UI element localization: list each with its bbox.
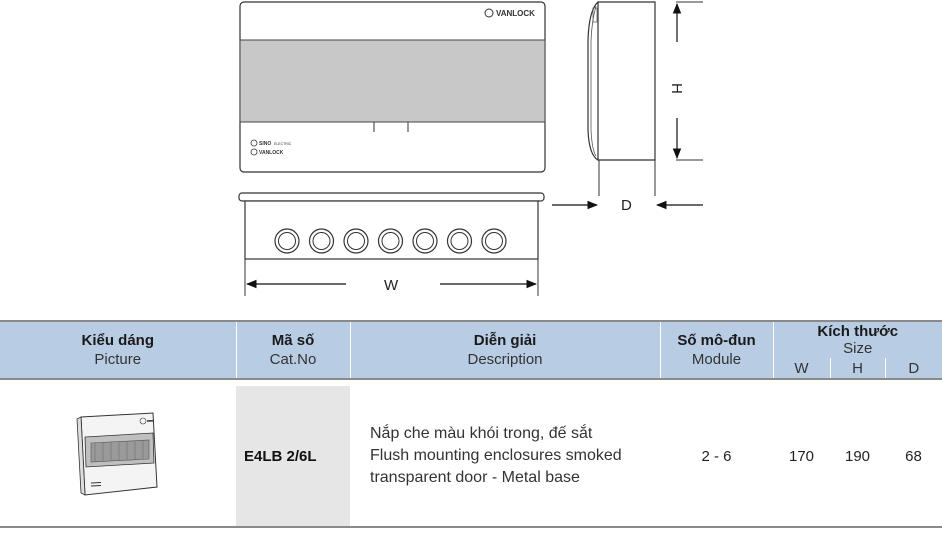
header-description [350, 321, 660, 379]
header-size-vi: Kích thước [817, 323, 899, 340]
header-h: H [830, 358, 885, 379]
header-desc-vi: Diễn giải [473, 332, 537, 349]
size-d-cell: 68 [885, 386, 942, 527]
desc-en-line1: Flush mounting enclosures smoked [370, 447, 622, 464]
sino-logo: SINO [259, 141, 272, 147]
header-module-en: Module [691, 351, 742, 368]
size-w-cell: 170 [773, 386, 830, 527]
product-picture [0, 386, 236, 527]
front-view [240, 2, 545, 172]
enclosure-thumbnail [73, 409, 163, 499]
header-catno [236, 321, 350, 379]
header-module-vi: Số mô-đun [677, 332, 756, 349]
header-w: W [773, 358, 830, 379]
table-gap [0, 379, 942, 386]
dim-d-label: D [621, 197, 632, 214]
header-desc-en: Description [467, 351, 543, 368]
size-h-cell: 190 [830, 386, 885, 527]
depth-dimension [552, 197, 703, 214]
header-catno-vi: Mã số [271, 332, 315, 349]
sino-logo-suffix: ELECTRIC [274, 142, 292, 146]
dim-w-label: W [384, 277, 399, 294]
width-dimension [247, 277, 536, 294]
header-picture-en: Picture [94, 351, 142, 368]
desc-vi: Nắp che màu khói trong, đế sắt [370, 425, 593, 442]
brand-logo: VANLOCK [496, 9, 535, 18]
dim-h-label: H [668, 83, 685, 94]
table-row [0, 386, 942, 527]
cat-no-cell: E4LB 2/6L [236, 386, 350, 527]
description-cell [350, 386, 660, 527]
header-module [660, 321, 773, 379]
height-dimension [668, 2, 703, 160]
spec-table [0, 320, 942, 528]
header-size [773, 321, 942, 358]
desc-en-line2: transparent door - Metal base [370, 469, 580, 486]
header-picture [0, 321, 236, 379]
header-size-en: Size [843, 340, 873, 357]
header-d: D [885, 358, 942, 379]
header-picture-vi: Kiểu dáng [81, 332, 154, 349]
header-catno-en: Cat.No [269, 351, 317, 368]
side-view [588, 2, 655, 196]
module-cell: 2 - 6 [660, 386, 773, 527]
sub-vanlock-logo: VANLOCK [259, 150, 284, 156]
